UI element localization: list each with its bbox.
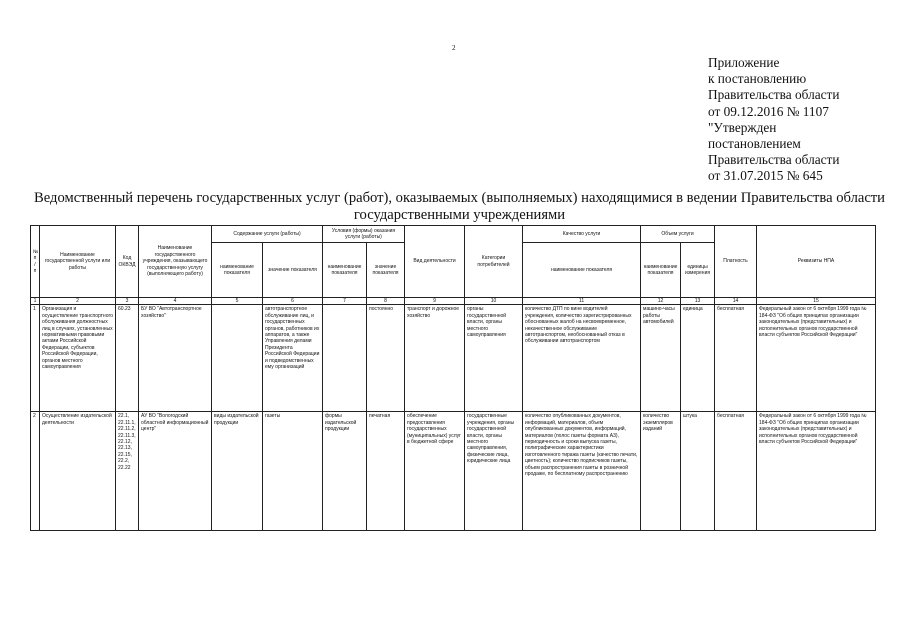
appendix-line: Правительства области: [708, 87, 840, 103]
header-quality-group: Качество услуги: [523, 226, 641, 243]
column-number: 4: [139, 298, 212, 305]
column-number: 10: [465, 298, 523, 305]
row-cond-value: печатная: [367, 412, 405, 531]
page-number: 2: [452, 44, 456, 52]
header-content-name: наименование показателя: [212, 243, 263, 298]
row-npa: Федеральный закон от 6 октября 1999 года № 184-ФЗ "Об общих принципах организации законодательных (представительных) и исполнительных органов государственной власти субъектов Российской Федерации": [757, 412, 876, 531]
column-number: 7: [323, 298, 367, 305]
column-number: 2: [40, 298, 116, 305]
header-cond-name: наименование показателя: [323, 243, 367, 298]
row-quality: количество опубликованных документов, информаций, материалов, объем опубликованных документов, информаций, материалов (полос газеты формата А3), периодичность и сроки выпуска газеты, полиграфические характеристики изготовленного тиража газеты (качество печати, цветность); количество подписчиков газеты, объем распространения газеты в розничной продаже, по бесплатному распространению: [523, 412, 641, 531]
header-provider: Наименование государственного учреждения, оказывающего государственную услугу (выполняющего работу): [139, 226, 212, 298]
header-quality-name: наименование показателя: [523, 243, 641, 298]
table-row: [31, 412, 876, 531]
header-payment: Платность: [715, 226, 757, 298]
row-cond-name: [323, 305, 367, 412]
row-num: 1: [31, 305, 40, 412]
header-service-name: Наименование государственной услуги или работы: [40, 226, 116, 298]
header-volume-group: Объем услуги: [641, 226, 715, 243]
row-volume-unit: единица: [681, 305, 715, 412]
row-activity: транспорт и дорожное хозяйство: [405, 305, 465, 412]
column-number: 11: [523, 298, 641, 305]
header-num: № п/п: [31, 226, 40, 298]
table-row: [31, 305, 876, 412]
row-provider: АУ ВО "Вологодский областной информационный центр": [139, 412, 212, 531]
header-cond-value: значение показателя: [367, 243, 405, 298]
header-volume-name: наименование показателя: [641, 243, 681, 298]
appendix-line: "Утвержден: [708, 119, 777, 135]
row-activity: обеспечение предоставления государственных (муниципальных) услуг в бюджетной сфере: [405, 412, 465, 531]
row-content-value: газеты: [263, 412, 323, 531]
column-number: 1: [31, 298, 40, 305]
header-npa: Реквизиты НПА: [757, 226, 876, 298]
row-volume-name: количество экземпляров изданий: [641, 412, 681, 531]
appendix-line: от 31.07.2015 № 645: [708, 168, 823, 184]
appendix-line: Правительства области: [708, 152, 840, 168]
header-conditions-group: Условия (формы) оказания услуги (работы): [323, 226, 405, 243]
column-number: 9: [405, 298, 465, 305]
column-number: 15: [757, 298, 876, 305]
appendix-line: постановлением: [708, 136, 801, 152]
row-service-name: Осуществление издательской деятельности: [40, 412, 116, 531]
appendix-line: от 09.12.2016 № 1107: [708, 103, 829, 119]
column-number-row: [31, 298, 876, 305]
header-okved: Код ОКВЭД: [116, 226, 139, 298]
column-number: 5: [212, 298, 263, 305]
column-number: 8: [367, 298, 405, 305]
row-num: 2: [31, 412, 40, 531]
column-number: 3: [116, 298, 139, 305]
header-consumers: Категории потребителей: [465, 226, 523, 298]
row-content-name: [212, 305, 263, 412]
row-npa: Федеральный закон от 6 октября 1999 года № 184-ФЗ "Об общих принципах организации законодательных (представительных) и исполнительных органов государственной власти субъектов Российской Федерации": [757, 305, 876, 412]
row-provider: БУ ВО "Автотранспортное хозяйство": [139, 305, 212, 412]
row-okved: 60.23: [116, 305, 139, 412]
header-volume-unit: единицы измерения: [681, 243, 715, 298]
row-content-value: автотранспортное обслуживание лиц, и государственных органов, работников их аппаратов, а также Управления делами Президента Российской Федерации и подведомственных ему организаций: [263, 305, 323, 412]
row-service-name: Организация и осуществление транспортного обслуживания должностных лиц в случаях, установленных нормативными правовыми актами Российской Федерации, субъектов Российской Федерации, органов местного самоуправления: [40, 305, 116, 412]
row-cond-name: формы издательской продукции: [323, 412, 367, 531]
column-number: 12: [641, 298, 681, 305]
row-okved: 22.1, 22.11.1, 22.11.2, 22.11.3, 22.12, 22.13, 22.15, 22.2, 22.22: [116, 412, 139, 531]
row-consumers: государственные учреждения, органы государственной власти, органы местного самоуправления, физические лица, юридические лица: [465, 412, 523, 531]
row-consumers: органы государственной власти, органы местного самоуправления: [465, 305, 523, 412]
document-title: Ведомственный перечень государственных услуг (работ), оказываемых (выполняемых) находящимися в ведении Правительства области государственными учреждениями: [34, 190, 885, 223]
appendix-line: Приложение: [708, 55, 780, 70]
column-number: 6: [263, 298, 323, 305]
row-volume-unit: штука: [681, 412, 715, 531]
header-content-value: значение показателя: [263, 243, 323, 298]
row-cond-value: постоянно: [367, 305, 405, 412]
row-quality: количество ДТП по вине водителей учреждения, количество зарегистрированных обоснованных жалоб на несвоевременное, некачественное обслуживание автотранспортом, необоснованный отказ в обслуживании автотранспортом: [523, 305, 641, 412]
services-table: [30, 225, 876, 531]
column-number: 14: [715, 298, 757, 305]
row-volume-name: машино-часы работы автомобилей: [641, 305, 681, 412]
row-payment: бесплатная: [715, 412, 757, 531]
row-content-name: виды издательской продукции: [212, 412, 263, 531]
header-activity: Вид деятельности: [405, 226, 465, 298]
header-content-group: Содержание услуги (работы): [212, 226, 323, 243]
column-number: 13: [681, 298, 715, 305]
row-payment: бесплатная: [715, 305, 757, 412]
appendix-line: к постановлению: [708, 71, 807, 87]
appendix-header: [708, 55, 898, 185]
